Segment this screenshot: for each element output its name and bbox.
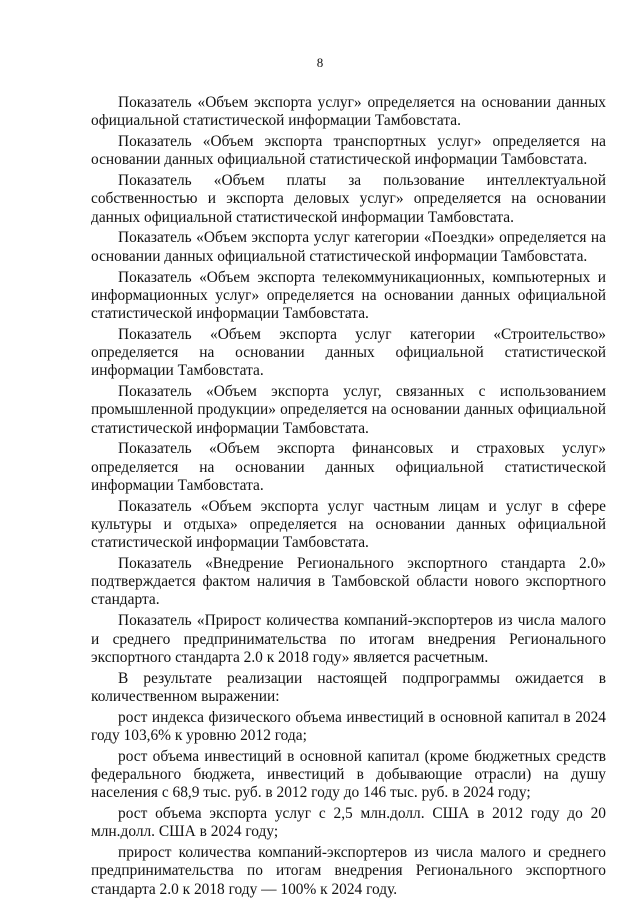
page-number: 8: [316, 55, 324, 70]
paragraph-export-standard: Показатель «Внедрение Регионального экспортного стандарта 2.0» подтверждается фактом наличия в Тамбовской области нового экспортного стандарта.: [91, 555, 606, 609]
paragraph-intellectual-property: Показатель «Объем платы за пользование интеллектуальной собственностью и экспорта деловых услуг» определяется на основании данных официальной статистической информации Тамбовстата.: [91, 172, 606, 226]
document-body: [91, 94, 606, 902]
paragraph-industrial-services: Показатель «Объем экспорта услуг, связанных с использованием промышленной продукции» определяется на основании данных официальной статистической информации Тамбовстата.: [91, 383, 606, 437]
paragraph-investment-per-capita: рост объема инвестиций в основной капитал (кроме бюджетных средств федерального бюджета, инвестиций в добывающие отрасли) на душу населения с 68,9 тыс. руб. в 2012 году до 146 тыс. руб. в 2024 году;: [91, 747, 606, 802]
paragraph-transport-services: Показатель «Объем экспорта транспортных услуг» определяется на основании данных официальной статистической информации Тамбовстата.: [91, 133, 606, 169]
paragraph-telecom-services: Показатель «Объем экспорта телекоммуникационных, компьютерных и информационных услуг» определяется на основании данных официальной статистической информации Тамбовстата.: [91, 268, 606, 322]
paragraph-personal-culture-services: Показатель «Объем экспорта услуг частным лицам и услуг в сфере культуры и отдыха» определяется на основании данных официальной статистической информации Тамбовстата.: [91, 497, 606, 552]
paragraph-trips: Показатель «Объем экспорта услуг категории «Поездки» определяется на основании данных официальной статистической информации Тамбовстата.: [91, 229, 606, 265]
paragraph-financial-services: Показатель «Объем экспорта финансовых и страховых услуг» определяется на основании данных официальной статистической информации Тамбовстата.: [91, 440, 606, 494]
paragraph-exporter-count-growth: прирост количества компаний-экспортеров из числа малого и среднего предпринимательства по итогам внедрения Регионального экспортного стандарта 2.0 к 2018 году — 100% к 2024 году.: [91, 844, 606, 898]
paragraph-services-export: Показатель «Объем экспорта услуг» определяется на основании данных официальной статистической информации Тамбовстата.: [91, 94, 606, 130]
paragraph-investment-index: рост индекса физического объема инвестиций в основной капитал в 2024 году 103,6% к уровню 2012 года;: [91, 708, 606, 744]
paragraph-expected-results-intro: В результате реализации настоящей подпрограммы ожидается в количественном выражении:: [91, 669, 606, 705]
paragraph-exporter-growth: Показатель «Прирост количества компаний-экспортеров из числа малого и среднего предпринимательства по итогам внедрения Регионального экспортного стандарта 2.0 к 2018 году» является расчетным.: [91, 612, 606, 666]
paragraph-construction: Показатель «Объем экспорта услуг категории «Строительство» определяется на основании данных официальной статистической информации Тамбовстата.: [91, 325, 606, 380]
paragraph-services-export-growth: рост объема экспорта услуг с 2,5 млн.долл. США в 2012 году до 20 млн.долл. США в 2024 году;: [91, 805, 606, 841]
